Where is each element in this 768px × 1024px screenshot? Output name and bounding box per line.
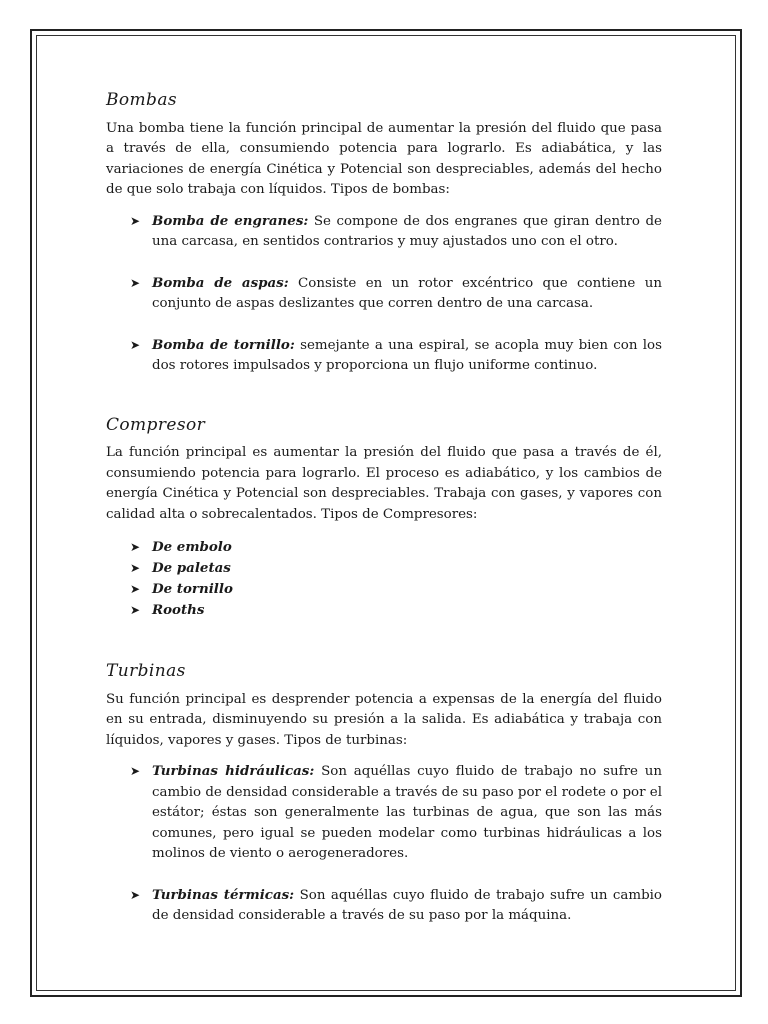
- item-term: Turbinas hidráulicas:: [152, 763, 315, 779]
- item-text: semejante a una espiral, se acopla muy bien con los dos rotores impulsados y proporciona un flujo uniforme continuo.: [152, 337, 662, 373]
- arrow-bullet-icon: ➤: [130, 582, 141, 596]
- paragraph-compresor: La función principal es aumentar la presión del fluido que pasa a través de él, consumiendo potencia para lograrlo. El proceso es adiabático, y los cambios de energía Cinética y Potencial son despreciables. Trabaja con gases, y vapores con calidad alta o sobrecalentados. Tipos de Compresores:: [106, 445, 662, 522]
- section-title-bombas: Bombas: [106, 90, 177, 110]
- section-title-compresor: Compresor: [106, 414, 206, 435]
- list-item: [106, 273, 662, 315]
- item-text: Se compone de dos engranes que giran dentro de una carcasa, en sentidos contrarios y muy ajustados uno con el otro.: [152, 213, 662, 249]
- item-term: Rooths: [152, 602, 205, 618]
- paragraph-turbinas: Su función principal es desprender potencia a expensas de la energía del fluido en su entrada, disminuyendo su presión a la salida. Es adiabática y trabaja con líquidos, vapores y gases. Tipos de turbinas:: [106, 691, 662, 748]
- list-item: [106, 885, 662, 927]
- item-term: Bomba de engranes:: [152, 212, 309, 229]
- item-text: Consiste en un rotor excéntrico que contiene un conjunto de aspas deslizantes que corren dentro de una carcasa.: [152, 275, 662, 311]
- list-item: [106, 579, 662, 600]
- item-term: De tornillo: [152, 581, 233, 597]
- list-item: [106, 761, 662, 865]
- arrow-bullet-icon: ➤: [130, 213, 141, 228]
- item-term: De paletas: [152, 560, 231, 576]
- list-tipos-bombas: [106, 211, 662, 377]
- arrow-bullet-icon: ➤: [130, 561, 141, 575]
- list-item: [106, 537, 662, 558]
- item-term: Turbinas térmicas:: [152, 886, 295, 903]
- list-tipos-compresores: [106, 537, 662, 621]
- item-term: De embolo: [152, 539, 232, 555]
- section-title-turbinas: Turbinas: [106, 661, 186, 681]
- list-item: [106, 211, 662, 253]
- list-item: [106, 558, 662, 579]
- list-item: [106, 335, 662, 377]
- list-tipos-turbinas: [106, 761, 662, 927]
- arrow-bullet-icon: ➤: [130, 887, 141, 902]
- item-text: Son aquéllas cuyo fluido de trabajo no sufre un cambio de densidad considerable a través de su paso por el rodete o por el estátor; éstas son generalmente las turbinas de agua, que son las más comunes, pero igual se pueden modelar como turbinas hidráulicas a los molinos de viento o aerogeneradores.: [152, 764, 662, 861]
- arrow-bullet-icon: ➤: [130, 540, 141, 554]
- section-bombas: [106, 90, 662, 377]
- list-item: [106, 600, 662, 621]
- item-term: Bomba de aspas:: [152, 274, 289, 291]
- item-term: Bomba de tornillo:: [152, 336, 295, 353]
- paragraph-bombas: Una bomba tiene la función principal de aumentar la presión del fluido que pasa a través de ella, consumiendo potencia para lograrlo. Es adiabática, y las variaciones de energía Cinética y Potencial son despreciables, además del hecho de que solo trabaja con líquidos. Tipos de bombas:: [106, 120, 662, 197]
- section-compresor: [106, 415, 662, 622]
- arrow-bullet-icon: ➤: [130, 764, 141, 778]
- section-turbinas: [106, 661, 662, 927]
- arrow-bullet-icon: ➤: [130, 275, 141, 290]
- arrow-bullet-icon: ➤: [130, 337, 141, 352]
- document-body: [106, 90, 662, 927]
- arrow-bullet-icon: ➤: [130, 603, 141, 617]
- item-text: Son aquéllas cuyo fluido de trabajo sufre un cambio de densidad considerable a través de su paso por la máquina.: [152, 887, 662, 923]
